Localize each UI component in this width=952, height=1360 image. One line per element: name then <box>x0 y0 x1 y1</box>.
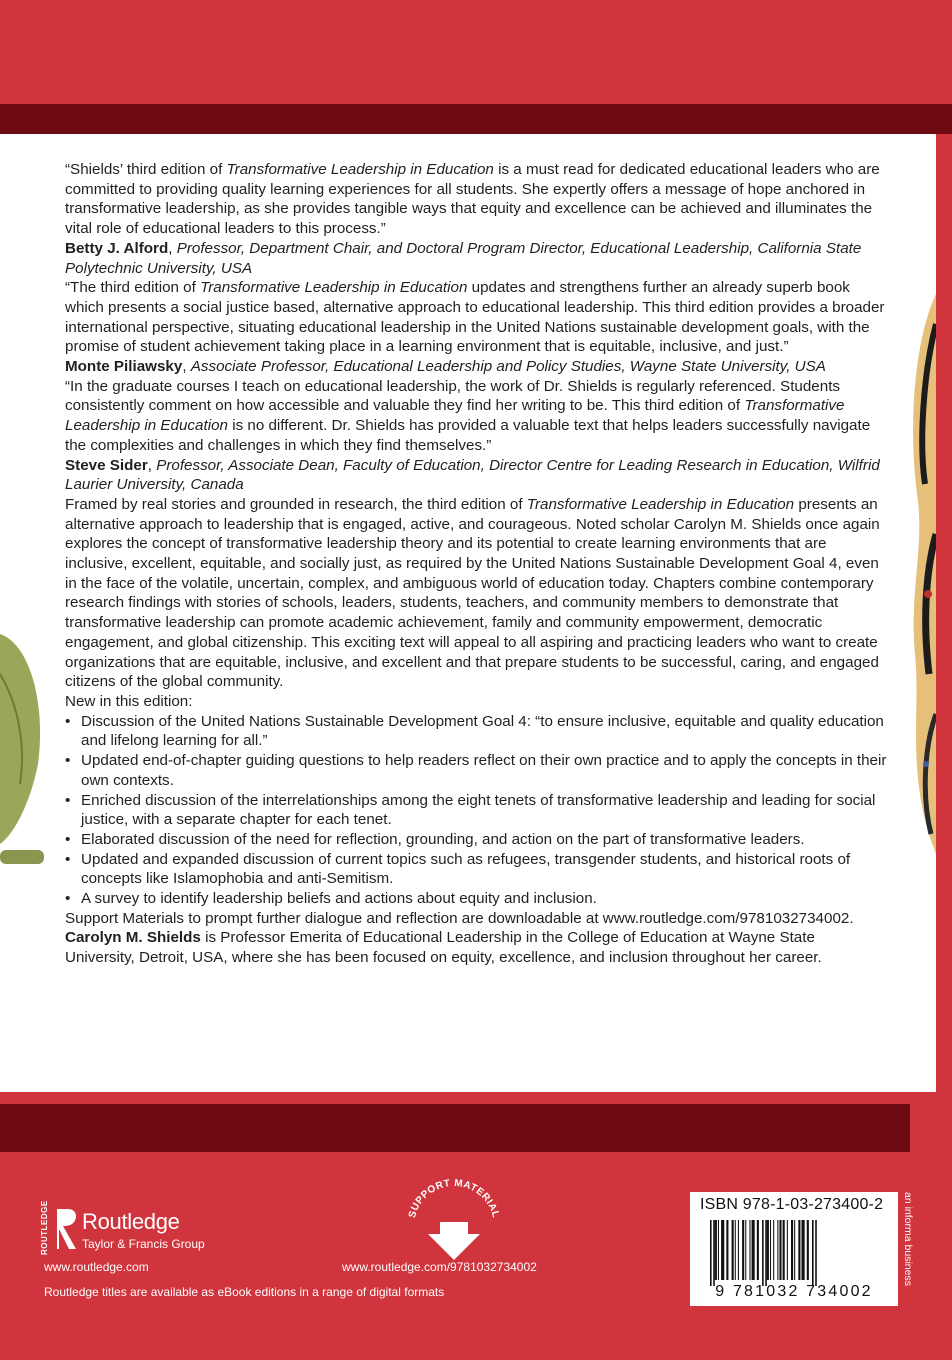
endorsement-quote <box>65 160 887 278</box>
barcode-bar <box>773 1220 774 1280</box>
endorser-attribution: Betty J. Alford, Professor, Department Chair, and Doctoral Program Director, Educational Leadership, California State Polytechnic University, USA <box>65 239 862 277</box>
barcode-guard-bar <box>713 1220 715 1286</box>
support-material-icon <box>400 1176 508 1264</box>
barcode-bar <box>770 1220 771 1280</box>
barcode-bar <box>791 1220 793 1280</box>
book-title-italic: Transformative Leadership in Education <box>200 279 468 297</box>
endorser-name: Monte Piliawsky <box>65 358 183 376</box>
text-run: “In the graduate courses I teach on educational leadership, the work of Dr. Shields is regularly referenced. Students consistently comment on how accessible and valuable they find her writing to be. This third edition of <box>65 377 841 415</box>
barcode-bar <box>752 1220 755 1280</box>
top-red-band <box>0 0 952 104</box>
back-cover-panel <box>0 134 936 1092</box>
text-run: “The third edition of <box>65 279 201 297</box>
book-title-italic: Transformative Leadership in Education <box>65 397 845 435</box>
barcode-bar <box>777 1220 778 1280</box>
support-badge-text: SUPPORT MATERIAL <box>406 1177 502 1220</box>
new-edition-heading: New in this edition: <box>65 692 193 710</box>
author-bio <box>65 928 887 967</box>
list-item: • Updated end-of-chapter guiding questions to help readers reflect on their own practice and to apply the concepts in their own contexts. <box>65 751 887 790</box>
list-item: • Enriched discussion of the interrelationships among the eight tenets of transformative leadership and leading for social justice, with a separate chapter for each tenet. <box>65 791 887 830</box>
barcode-bar <box>742 1220 744 1280</box>
leaf-image <box>0 614 46 874</box>
barcode-bar <box>715 1220 717 1280</box>
barcode-bar <box>787 1220 788 1280</box>
barcode-guard-bar <box>815 1220 817 1286</box>
endorser-attribution: Steve Sider, Professor, Associate Dean, Faculty of Education, Director Centre for Leading Research in Education, Wilfrid Laurier University, Canada <box>65 456 880 494</box>
bottom-dark-band <box>0 1104 910 1152</box>
barcode-bar <box>807 1220 809 1280</box>
barcode-guard-bar <box>710 1220 712 1286</box>
butterfly-wing-image <box>895 294 936 854</box>
list-item: • Elaborated discussion of the need for reflection, grounding, and action on the part of transformative leaders. <box>65 830 887 850</box>
book-description <box>65 495 887 692</box>
book-title-italic: Transformative Leadership in Education <box>526 495 795 513</box>
author-bio-text: is Professor Emerita of Educational Leadership in the College of Education at Wayne State University, Detroit, USA, where she has been focused on equity, excellence, and inclusion throughout her career. <box>65 929 822 967</box>
barcode-bar <box>798 1220 800 1280</box>
barcode-bar <box>783 1220 785 1280</box>
endorser-name: Betty J. Alford <box>65 239 169 257</box>
logo-vertical-text: ROUTLEDGE <box>40 1200 49 1255</box>
endorser-name: Steve Sider <box>65 456 148 474</box>
routledge-logo <box>40 1200 240 1257</box>
barcode-guard-bar <box>765 1220 767 1286</box>
svg-text:SUPPORT MATERIAL <box>407 1178 501 1219</box>
list-item: • Updated and expanded discussion of current topics such as refugees, transgender students, and historical roots of concepts like Islamophobia and anti-Semitism. <box>65 850 887 889</box>
endorsement-quote <box>65 278 887 377</box>
barcode-bar <box>802 1220 805 1280</box>
list-item: • Discussion of the United Nations Sustainable Development Goal 4: “to ensure inclusive, equitable and quality education and lifelong learning for all.” <box>65 712 887 751</box>
barcode-bar <box>749 1220 750 1280</box>
barcode-digits: 9 781032 734002 <box>715 1283 873 1300</box>
barcode-bar <box>757 1220 759 1280</box>
list-item: • A survey to identify leadership beliefs and actions about equity and inclusion. <box>65 889 887 909</box>
barcode-bar <box>738 1220 739 1280</box>
barcode-bar <box>721 1220 724 1280</box>
text-run: updates and strengthens further an already superb book which presents a social justice based, alternative approach to educational leadership. This third edition provides a broader international perspective, situating educational leadership in the United Nations sustainable development goals, with the promise of student achievement taking place in a learning environment that is equitable, inclusive, and just.” <box>65 279 885 356</box>
endorser-attribution: Monte Piliawsky, Associate Professor, Educational Leadership and Policy Studies, Wayne State University, USA <box>65 358 826 376</box>
author-name: Carolyn M. Shields <box>65 929 201 947</box>
barcode-bar <box>726 1220 728 1280</box>
publisher-subtitle: Taylor & Francis Group <box>82 1237 205 1251</box>
publisher-website[interactable]: www.routledge.com <box>44 1260 149 1274</box>
text-run: is a must read for dedicated educational leaders who are committed to providing quality learning experiences for all students. She expertly offers a message of hope anchored in transformative leadership, as she provides tangible ways that equity and excellence can be achieved and illuminates the vital role of educational leaders to this process.” <box>65 161 880 238</box>
publisher-name: Routledge <box>82 1209 180 1234</box>
isbn-label: ISBN 978-1-03-273400-2 <box>700 1196 884 1213</box>
informa-business-text: an informa business <box>902 1192 914 1286</box>
book-title-italic: Transformative Leadership in Education <box>226 161 494 178</box>
endorser-title: Associate Professor, Educational Leadership and Policy Studies, Wayne State University, USA <box>190 358 826 376</box>
barcode-bar <box>779 1220 781 1280</box>
ebook-note: Routledge titles are available as eBook editions in a range of digital formats <box>44 1285 445 1299</box>
barcode-bar <box>745 1220 746 1280</box>
barcode-bar <box>718 1220 719 1280</box>
endorsement-quote <box>65 377 887 495</box>
barcode-bar <box>735 1220 736 1280</box>
barcode-guard-bar <box>762 1220 764 1286</box>
top-dark-band <box>0 104 952 134</box>
barcode-bar <box>767 1220 769 1280</box>
endorsements <box>65 160 887 495</box>
isbn-barcode-box <box>690 1192 898 1306</box>
text-run: is no different. Dr. Shields has provided a valuable text that helps leaders successfully navigate the complexities and challenges in which they find themselves.” <box>65 417 871 454</box>
text-run: Framed by real stories and grounded in research, the third edition of <box>65 495 527 513</box>
barcode-bar <box>732 1220 734 1280</box>
text-run: “Shields’ third edition of <box>65 161 227 178</box>
barcode-guard-bar <box>812 1220 814 1286</box>
routledge-r-icon <box>54 1207 80 1251</box>
endorser-title: Professor, Department Chair, and Doctoral Program Director, Educational Leadership, California State Polytechnic University, USA <box>65 239 862 277</box>
barcode-bar <box>794 1220 795 1280</box>
right-red-strip <box>936 134 952 1098</box>
support-materials-text: Support Materials to prompt further dialogue and reflection are downloadable at www.routledge.com/9781032734002. <box>65 909 854 927</box>
cover-copy <box>65 160 887 968</box>
new-edition-list <box>65 712 887 909</box>
endorser-title: Professor, Associate Dean, Faculty of Education, Director Centre for Leading Research in Education, Wilfrid Laurier University, Canada <box>65 456 880 494</box>
text-run: presents an alternative approach to leadership that is engaged, active, and courageous. Noted scholar Carolyn M. Shields once again explores the concept of transformative leadership theory and its potential to create learning environments that are inclusive, excellent, equitable, and socially just, as required by the United Nations Sustainable Development Goal 4, even in the face of the volatile, uncertain, complex, and ambiguous world of education today. Chapters combine contemporary research findings with stories of schools, leaders, students, teachers, and community members to demonstrate that transformative leadership can promote academic achievement, family and community empowerment, democratic engagement, and global citizenship. This exciting text will appeal to all aspiring and practicing leaders who want to create organizations that are equitable, inclusive, and excellent and that prepare students to be successful, caring, and engaged citizens of the global community. <box>65 495 880 691</box>
support-url[interactable]: www.routledge.com/9781032734002 <box>342 1260 537 1274</box>
